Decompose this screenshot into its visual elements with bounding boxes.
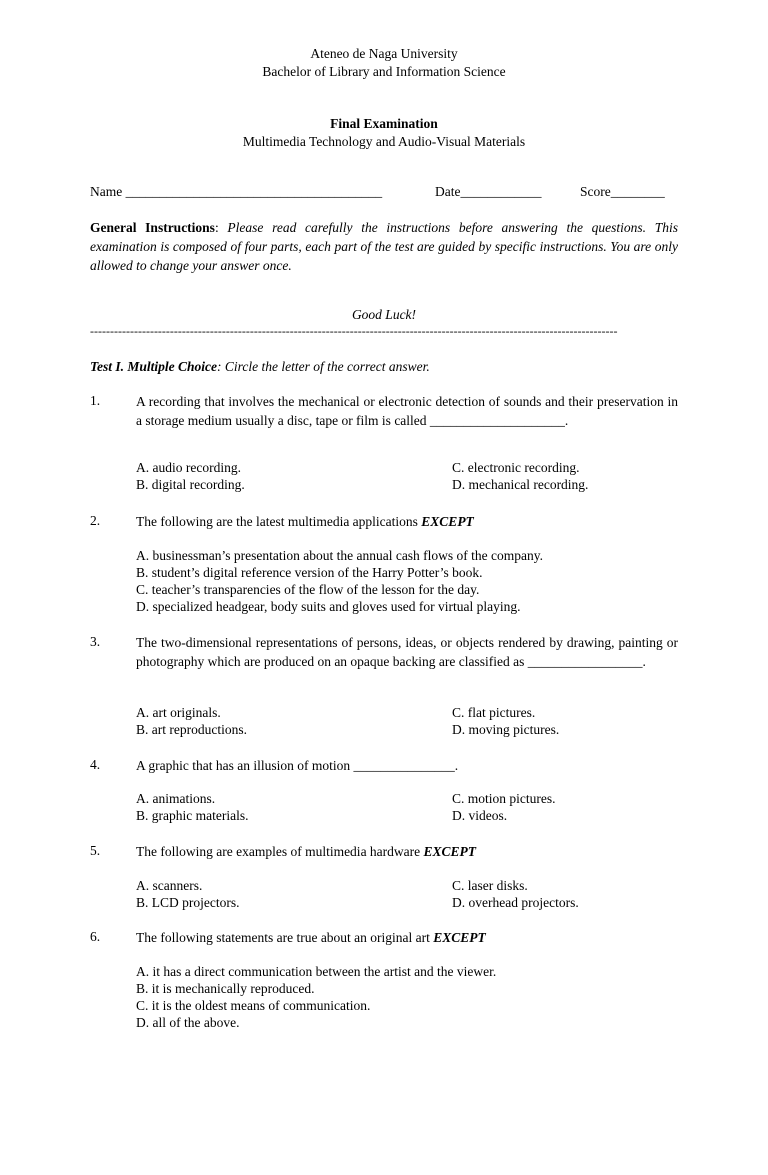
question-stem: A graphic that has an illusion of motion _______________. — [136, 758, 459, 773]
option-c[interactable]: C. teacher’s transparencies of the flow of the lesson for the day. — [136, 582, 480, 597]
option-d[interactable]: D. overhead projectors. — [452, 895, 579, 910]
option-c[interactable]: C. flat pictures. — [452, 705, 536, 720]
score-field[interactable]: Score________ — [580, 184, 665, 199]
option-d[interactable]: D. specialized headgear, body suits and gloves used for virtual playing. — [136, 599, 521, 614]
instructions-label: General Instructions — [90, 220, 215, 235]
question-stem: The two-dimensional representations of persons, ideas, or objects rendered by drawing, painting or photography which are produced on an opaque backing are classified as _________________. — [136, 635, 678, 669]
except-emphasis: EXCEPT — [433, 930, 486, 945]
question-number: 1. — [90, 393, 101, 408]
option-b[interactable]: B. LCD projectors. — [136, 895, 240, 910]
question-text — [136, 512, 678, 531]
exam-title: Final Examination — [330, 116, 438, 131]
question-text — [136, 842, 678, 861]
question-number: 3. — [90, 634, 101, 649]
option-b[interactable]: B. graphic materials. — [136, 808, 249, 823]
good-luck: Good Luck! — [351, 307, 417, 322]
test1-heading — [90, 358, 678, 375]
question-number: 6. — [90, 929, 101, 944]
except-emphasis: EXCEPT — [421, 514, 474, 529]
option-b[interactable]: B. student’s digital reference version of the Harry Potter’s book. — [136, 565, 483, 580]
question-text — [136, 392, 678, 430]
option-b[interactable]: B. digital recording. — [136, 477, 245, 492]
student-fields — [90, 183, 678, 201]
test1-title: Test I. Multiple Choice — [90, 359, 218, 374]
option-a[interactable]: A. businessman’s presentation about the annual cash flows of the company. — [136, 548, 544, 563]
option-a[interactable]: A. art originals. — [136, 705, 221, 720]
option-c[interactable]: C. motion pictures. — [452, 791, 556, 806]
question-number: 2. — [90, 513, 101, 528]
date-field[interactable]: Date____________ — [435, 184, 542, 199]
program-name: Bachelor of Library and Information Science — [262, 64, 506, 79]
question-stem: The following are the latest multimedia applications — [136, 514, 422, 529]
option-b[interactable]: B. art reproductions. — [136, 722, 247, 737]
option-d[interactable]: D. all of the above. — [136, 1015, 240, 1030]
option-c[interactable]: C. it is the oldest means of communication. — [136, 998, 371, 1013]
option-a[interactable]: A. scanners. — [136, 878, 203, 893]
question-stem: The following are examples of multimedia hardware — [136, 844, 424, 859]
question-text — [136, 633, 678, 671]
option-c[interactable]: C. laser disks. — [452, 878, 528, 893]
option-b[interactable]: B. it is mechanically reproduced. — [136, 981, 315, 996]
except-emphasis: EXCEPT — [423, 844, 477, 859]
option-d[interactable]: D. mechanical recording. — [452, 477, 589, 492]
test1-instruction: : Circle the letter of the correct answer. — [217, 359, 430, 374]
instructions-text: Please read carefully the instructions before answering the questions. This examination is composed of four parts, each part of the test are guided by specific instructions. You are only allowed to change your answer once. — [90, 220, 678, 273]
option-a[interactable]: A. it has a direct communication between the artist and the viewer. — [136, 964, 497, 979]
option-d[interactable]: D. moving pictures. — [452, 722, 560, 737]
general-instructions — [90, 218, 678, 275]
question-stem: The following statements are true about an original art — [136, 930, 434, 945]
divider-line: ------------------------------------------------------------------------------------------------------------------------------------ — [90, 324, 618, 338]
option-a[interactable]: A. audio recording. — [136, 460, 241, 475]
question-text — [136, 928, 678, 947]
instructions-colon: : — [214, 220, 228, 235]
option-a[interactable]: A. animations. — [136, 791, 216, 806]
university-name: Ateneo de Naga University — [310, 46, 458, 61]
course-title: Multimedia Technology and Audio-Visual Materials — [242, 134, 526, 149]
option-d[interactable]: D. videos. — [452, 808, 508, 823]
question-text — [136, 756, 678, 775]
question-number: 4. — [90, 757, 101, 772]
question-number: 5. — [90, 843, 101, 858]
question-stem: A recording that involves the mechanical or electronic detection of sounds and their preservation in a storage medium usually a disc, tape or film is called ____________________. — [136, 394, 678, 428]
option-c[interactable]: C. electronic recording. — [452, 460, 580, 475]
name-field[interactable]: Name ______________________________________ — [90, 184, 383, 199]
